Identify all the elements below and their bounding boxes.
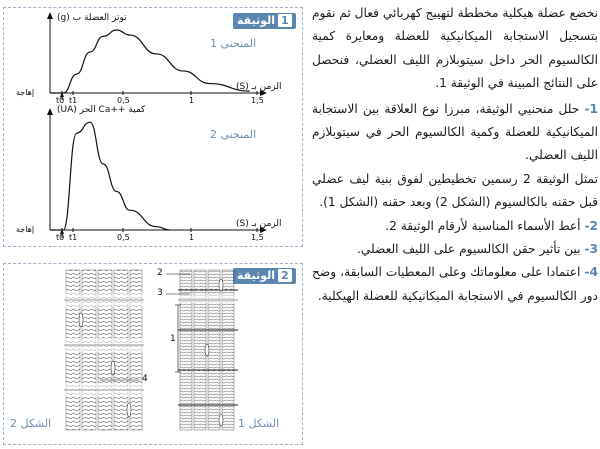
curve-2-tick-05: 0,5 [117, 233, 130, 242]
document-1-number: 1 [278, 14, 292, 27]
curve-2-tick-t0: t0 [56, 233, 65, 242]
shape-1-fiber [166, 270, 238, 430]
curve-1-tick-t0: t0 [56, 96, 65, 105]
intro-paragraph: نخضع عضلة هيكلية مخططة لتهييج كهربائي فعال ثم نقوم بتسجيل الاستجابة الميكانيكية للعضلة ومعايرة كمية الكالسيوم الحر داخل سيتوبلازم الليف العضلي، فنحصل على النتائج المبينة في الوثيقة 1. [312, 6, 598, 91]
document-2-tag-label: الوثيقة [237, 269, 276, 282]
document-2-number: 2 [278, 269, 292, 282]
question-3-text: بين تأثير حقن الكالسيوم على الليف العضلي. [356, 242, 581, 257]
question-4-number: 4- [584, 265, 599, 280]
question-2 [312, 215, 598, 238]
curve-2-xlabel: الزمن بـ (S) [236, 219, 282, 229]
curve-1-ylabel: توتر العضلة ب (g) [57, 13, 127, 23]
question-2-text: أعط الأسماء المناسبة لأرقام الوثيقة 2. [385, 218, 581, 233]
document-1-tag-label: الوثيقة [237, 14, 276, 27]
label-1: 1 [170, 334, 176, 344]
curve-2-tick-1: 1 [189, 233, 195, 242]
curve-2-tick-t1: t1 [69, 233, 78, 242]
label-4: 4 [142, 374, 148, 384]
question-4 [312, 261, 598, 308]
question-4-text: اعتمادا على معلوماتك وعلى المعطيات السابقة، وضح دور الكالسيوم في الاستجابة الميكانيكية للعضلة الهيكلية. [312, 265, 598, 303]
exercise-text [312, 2, 598, 308]
label-3: 3 [157, 288, 163, 298]
curve-2-name: المنحنى 2 [210, 128, 257, 141]
shape-2-fiber [64, 270, 144, 430]
curve-2-tick-15: 1,5 [251, 233, 264, 242]
document-2-note: تمثل الوثيقة 2 رسمين تخطيطين لفوق بنية ليف عضلي قبل حقنه بالكالسيوم (الشكل 2) وبعد حقنه (الشكل 1). [312, 171, 599, 210]
curve-1-stimulus-label: إهاجة [16, 88, 35, 97]
curve-1-xlabel: الزمن بـ (S) [236, 82, 282, 92]
curve-2-ylabel: كمية ++Ca الحر (UA) [57, 105, 146, 115]
question-2-number: 2- [584, 218, 598, 233]
curve-1-name: المنحنى 1 [210, 37, 257, 50]
question-3 [312, 238, 598, 261]
question-1-text: حلل منحنيي الوثيقة، مبرزا نوع العلاقة بين الاستجابة الميكانيكية للعضلة وكمية الكالسيوم الحر في سيتوبلازم الليف العضلي. [312, 101, 598, 163]
question-1-number: 1- [584, 101, 598, 116]
shape-2-label: الشكل 2 [10, 417, 52, 430]
question-1 [312, 98, 598, 168]
curve-1-tick-05: 0,5 [117, 96, 130, 105]
curve-2-stimulus-label: إهاجة [16, 225, 35, 234]
curve-1-tick-15: 1,5 [251, 96, 264, 105]
curve-1-tick-1: 1 [189, 96, 195, 105]
shape-1-label: الشكل 1 [238, 417, 280, 430]
curve-1-tick-t1: t1 [69, 96, 78, 105]
label-2: 2 [157, 268, 163, 278]
question-3-number: 3- [584, 242, 598, 257]
